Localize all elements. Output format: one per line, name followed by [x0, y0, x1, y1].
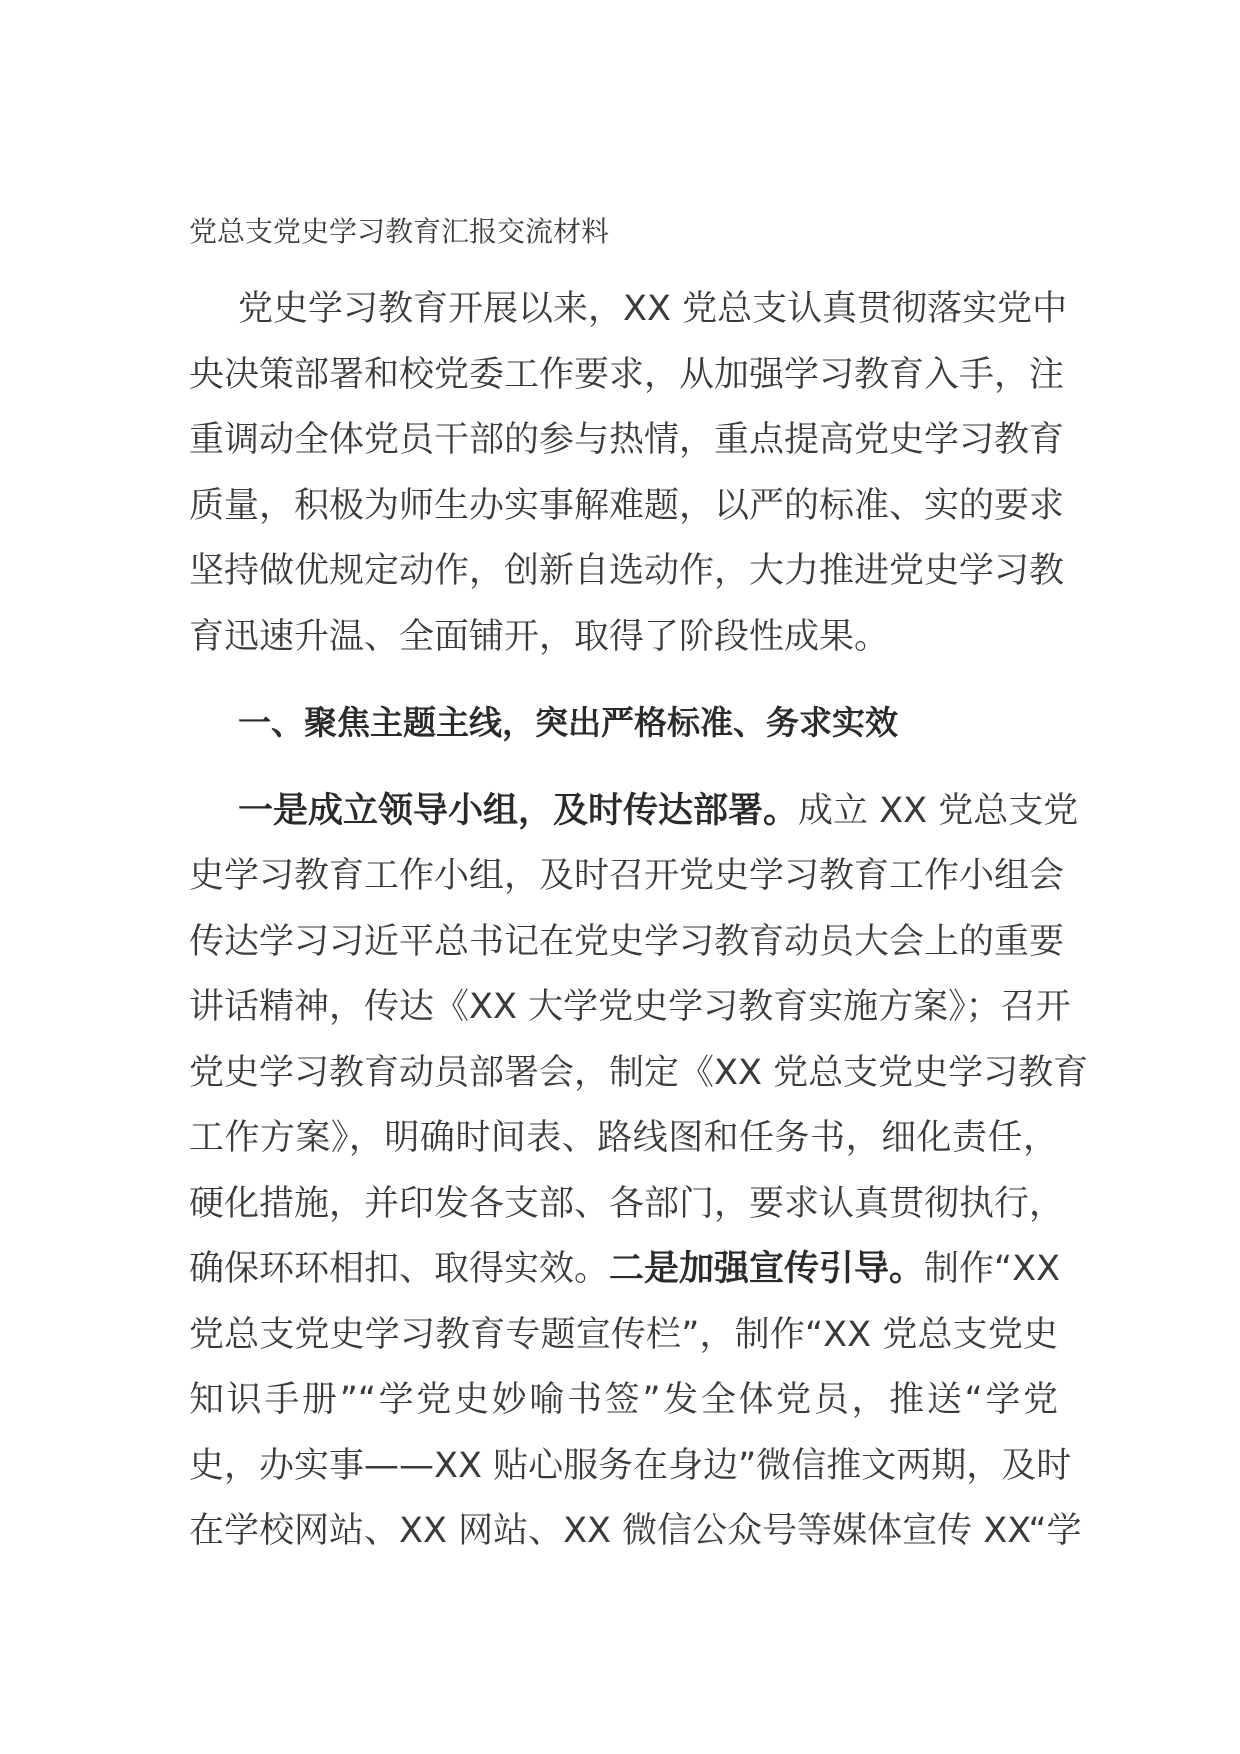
- bold-lead: 二是加强宣传引导。: [609, 1249, 925, 1289]
- intro-line: 重调动全体党员干部的参与热情，重点提高党史学习教育: [189, 420, 1065, 460]
- body-line: 党总支党史学习教育专题宣传栏”，制作“XX 党总支党史: [189, 1315, 1058, 1355]
- bold-lead: 一是成立领导小组，及时传达部署。: [238, 791, 799, 831]
- body-line: [238, 789, 1079, 833]
- body-line: 传达学习习近平总书记在党史学习教育动员大会上的重要: [189, 922, 1065, 962]
- intro-line: 育迅速升温、全面铺开，取得了阶段性成果。: [189, 617, 890, 657]
- document-title: 党总支党史学习教育汇报交流材料: [189, 215, 610, 248]
- intro-line: 央决策部署和校党委工作要求，从加强学习教育入手，注: [189, 355, 1065, 395]
- body-line: 在学校网站、XX 网站、XX 微信公众号等媒体宣传 XX“学: [189, 1511, 1082, 1551]
- intro-line: 质量，积极为师生办实事解难题，以严的标准、实的要求: [189, 486, 1065, 526]
- body-line: 史，办实事——XX 贴心服务在身边”微信推文两期，及时: [189, 1446, 1072, 1486]
- body-line: 讲话精神，传达《XX 大学党史学习教育实施方案》；召开: [189, 987, 1071, 1027]
- body-line: 知识手册”“学党史妙喻书签”发全体党员，推送“学党: [189, 1380, 1058, 1420]
- body-line: 硬化措施，并印发各支部、各部门，要求认真贯彻执行，: [189, 1184, 1065, 1224]
- body-line: 工作方案》，明确时间表、路线图和任务书，细化责任，: [189, 1118, 1058, 1158]
- intro-line: 坚持做优规定动作，创新自选动作，大力推进党史学习教: [189, 551, 1065, 591]
- body-line: 党史学习教育动员部署会，制定《XX 党总支党史学习教育: [189, 1053, 1089, 1093]
- body-text: 确保环环相扣、取得实效。: [189, 1249, 610, 1289]
- section-heading: 一、聚焦主题主线，突出严格标准、务求实效: [238, 703, 898, 742]
- intro-line: 党史学习教育开展以来，XX 党总支认真贯彻落实党中: [238, 289, 1068, 329]
- body-line: [189, 1247, 1061, 1291]
- body-text: 制作“XX: [924, 1249, 1061, 1289]
- body-line: 史学习教育工作小组，及时召开党史学习教育工作小组会: [189, 856, 1065, 896]
- body-text: 成立 XX 党总支党: [798, 791, 1079, 831]
